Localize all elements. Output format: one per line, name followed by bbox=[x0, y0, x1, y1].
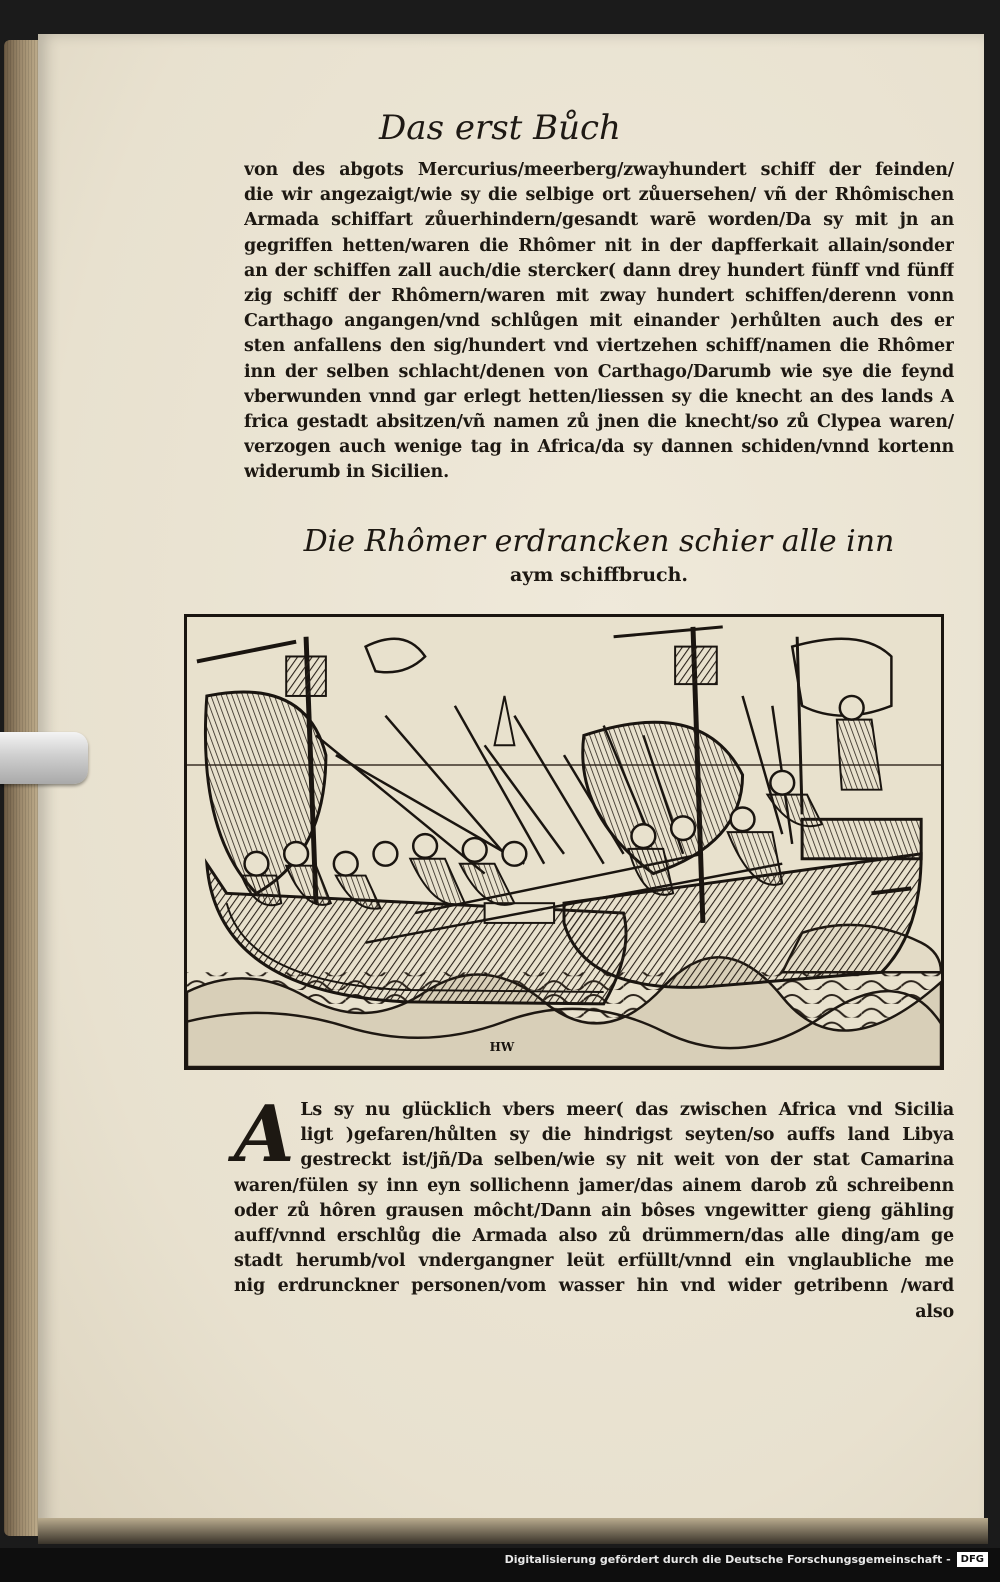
page-clip bbox=[0, 732, 88, 784]
text-line: widerumb in Sicilien. bbox=[244, 462, 449, 483]
text-line: auff/vnnd erschlůg die Armada also zů drümmern/das alle ding/am ge bbox=[234, 1226, 954, 1247]
funding-note bbox=[505, 1552, 988, 1567]
text-line: ligt )gefaren/hůlten sy die hindrigst seyten/so auffs land Libya bbox=[300, 1125, 954, 1146]
text-line: gegriffen hetten/waren die Rhômer nit in der dapfferkait allain/sonder bbox=[244, 235, 954, 256]
top-paragraph bbox=[244, 158, 954, 486]
ship-battle-woodcut bbox=[187, 617, 941, 1067]
text-line: stadt herumb/vol vndergangner leüt erfüllt/vnnd ein vnglaubliche me bbox=[234, 1251, 954, 1272]
text-line: die wir angezaigt/wie sy die selbige ort zůuersehen/ vñ der Rhômischen bbox=[244, 185, 954, 206]
funding-text: Digitalisierung gefördert durch die Deutsche Forschungsgemeinschaft - bbox=[504, 1553, 951, 1566]
running-head: Das erst Bůch bbox=[379, 108, 621, 148]
text-line: Armada schiffart zůuerhindern/gesandt warē worden/Da sy mit jn an bbox=[244, 210, 954, 231]
text-line: frica gestadt absitzen/vñ namen zů jnen die knecht/so zů Clypea waren/ bbox=[244, 412, 954, 433]
text-line: vberwunden vnnd gar erlegt hetten/liessen sy die knecht an des lands A bbox=[244, 386, 954, 407]
text-line: waren/fülen sy inn eyn sollichenn jamer/das ainem darob zů schreibenn bbox=[234, 1175, 954, 1196]
text-line: nig erdrunckner personen/vom wasser hin vnd wider getribenn /ward bbox=[234, 1276, 954, 1297]
catchword: also bbox=[915, 1301, 954, 1322]
woodcut-illustration bbox=[184, 614, 944, 1070]
page-bottom-shadow bbox=[38, 1518, 988, 1544]
text-line: gestreckt ist/jñ/Da selben/wie sy nit weit von der stat Camarina bbox=[300, 1150, 954, 1171]
text-line: Carthago angangen/vnd schlůgen mit einander )erhůlten auch des er bbox=[244, 311, 954, 332]
text-line: Ls sy nu glücklich vbers meer( das zwischen Africa vnd Sicilia bbox=[300, 1100, 954, 1120]
bottom-paragraph bbox=[234, 1089, 954, 1325]
decorated-initial: A bbox=[234, 1089, 295, 1180]
text-line: oder zů hôren grausen môcht/Dann ain bôses vngewitter gieng gähling bbox=[234, 1200, 954, 1221]
text-line: sten anfallens den sig/hundert vnd viertzehen schiff/namen die Rhômer bbox=[244, 336, 954, 357]
text-line: an der schiffen zall auch/die stercker( dann drey hundert fünff vnd fünff bbox=[244, 260, 954, 281]
text-line: zig schiff der Rhômern/waren mit zway hundert schiffen/derenn vonn bbox=[244, 286, 954, 307]
text-line: von des abgots Mercurius/meerberg/zwayhundert schiff der feinden/ bbox=[244, 160, 954, 180]
section-heading-line1: Die Rhômer erdrancken schier alle inn bbox=[303, 524, 895, 559]
section-heading bbox=[244, 522, 954, 588]
text-line: inn der selben schlacht/denen von Carthago/Darumb wie sye die feynd bbox=[244, 361, 954, 382]
woodcut-monogram: HW bbox=[489, 1040, 515, 1055]
text-line: verzogen auch wenige tag in Africa/da sy dannen schiden/vnnd kortenn bbox=[244, 437, 954, 458]
dfg-logo: DFG bbox=[957, 1552, 988, 1567]
section-heading-line2: aym schiffbruch. bbox=[509, 564, 689, 586]
